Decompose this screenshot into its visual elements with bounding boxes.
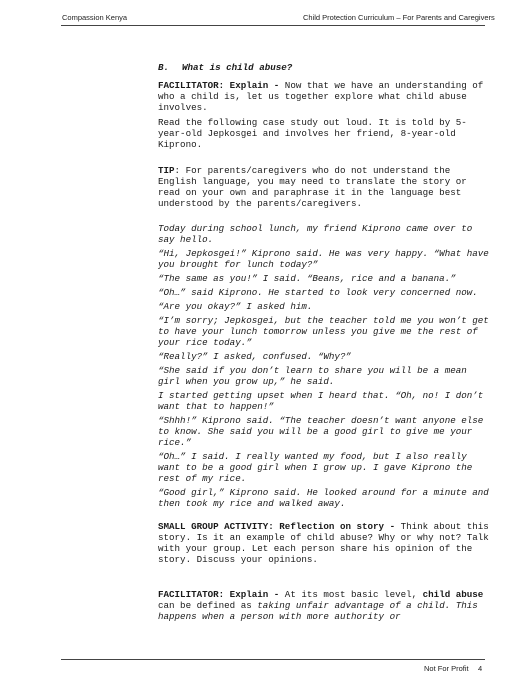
facilitator-label: FACILITATOR: Explain - bbox=[158, 589, 280, 600]
child-abuse-definition: taking unfair advantage of a child. This happens when a person with more authority or bbox=[158, 600, 478, 622]
case-study-intro bbox=[158, 117, 490, 150]
footer-label: Not For Profit bbox=[424, 664, 469, 673]
header-divider bbox=[61, 25, 485, 26]
story-paragraph: “Are you okay?” I asked him. bbox=[158, 301, 313, 312]
story-paragraph: “Oh…” I said. I really wanted my food, but I also really want to be a good girl when I grow up. I gave Kiprono the rest of my rice. bbox=[158, 451, 473, 484]
section-letter: B. bbox=[158, 62, 170, 73]
facilitator-text: Now that we have an understanding of who a child is, let us together explore what child abuse involves. bbox=[158, 80, 484, 113]
facilitator-explain-2 bbox=[158, 589, 490, 622]
facilitator-text: can be defined as bbox=[158, 600, 258, 611]
facilitator-explain-1 bbox=[158, 80, 490, 113]
footer-divider bbox=[61, 659, 485, 660]
header-document-title: Child Protection Curriculum – For Parents and Caregivers bbox=[303, 13, 495, 22]
tip-text: : For parents/caregivers who do not understand the English language, you may need to translate the story or read on your own and paraphrase it in the language best understood by the parents/caregivers. bbox=[158, 165, 467, 209]
story-paragraph: “Hi, Jepkosgei!” Kiprono said. He was very happy. “What have you brought for lunch today?” bbox=[158, 248, 489, 270]
case-study-story bbox=[158, 223, 490, 512]
story-paragraph: “She said if you don’t learn to share you will be a mean girl when you grow up,” he said. bbox=[158, 365, 467, 387]
activity-label: SMALL GROUP ACTIVITY: Reflection on story - bbox=[158, 521, 396, 532]
tip-block bbox=[158, 165, 490, 209]
story-paragraph: “Shhh!” Kiprono said. “The teacher doesn’t want anyone else to know. She said you will be a good girl to give me your rice.” bbox=[158, 415, 484, 448]
child-abuse-term: child abuse bbox=[422, 589, 484, 600]
story-paragraph: “I’m sorry; Jepkosgei, but the teacher told me you won’t get to have your lunch tomorrow unless you give me the rest of your rice today.” bbox=[158, 315, 489, 348]
story-paragraph: I started getting upset when I heard that. “Oh, no! I don’t want that to happen!” bbox=[158, 390, 484, 412]
page-number: 4 bbox=[478, 664, 483, 673]
story-paragraph: “Oh…” said Kiprono. He started to look very concerned now. bbox=[158, 287, 478, 298]
small-group-activity bbox=[158, 521, 490, 565]
activity-text: Think about this story. Is it an example of child abuse? Why or why not? Talk with your group. Let each person share his opinion of the story. Discuss your opinions. bbox=[158, 521, 489, 565]
tip-label: TIP bbox=[158, 165, 175, 176]
section-heading bbox=[158, 62, 292, 73]
facilitator-text: At its most basic level, bbox=[279, 589, 423, 600]
header-organization: Compassion Kenya bbox=[62, 13, 128, 22]
story-paragraph: “The same as you!” I said. “Beans, rice and a banana.” bbox=[158, 273, 456, 284]
facilitator-label: FACILITATOR: Explain - bbox=[158, 80, 280, 91]
intro-paragraph: Read the following case study out loud. It is told by 5-year-old Jepkosgei and involves her friend, 8-year-old Kiprono. bbox=[158, 117, 467, 150]
section-title: What is child abuse? bbox=[182, 62, 293, 73]
story-paragraph: “Really?” I asked, confused. “Why?” bbox=[158, 351, 351, 362]
story-paragraph: Today during school lunch, my friend Kiprono came over to say hello. bbox=[158, 223, 473, 245]
story-paragraph: “Good girl,” Kiprono said. He looked around for a minute and then took my rice and walked away. bbox=[158, 487, 489, 509]
